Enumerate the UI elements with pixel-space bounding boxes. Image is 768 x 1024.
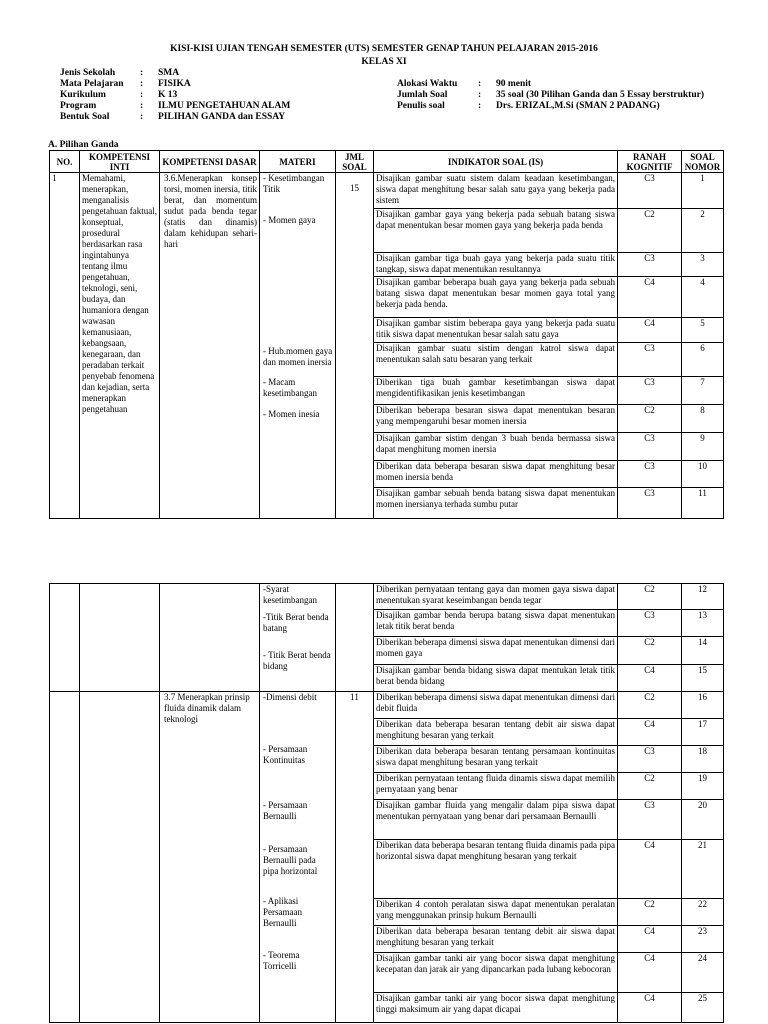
materi-item: - Titik Berat benda bidang <box>263 650 331 671</box>
table-row <box>50 584 724 610</box>
cell-nomor: 1 <box>682 173 724 209</box>
cell-indikator: Diberikan tiga buah gambar kesetimbangan siswa dapat mengidentifikasikan jenis kesetimbangan <box>374 376 618 405</box>
materi-item: - Persamaan Bernaulli <box>263 800 308 821</box>
cell-nomor: 12 <box>682 584 724 610</box>
cell-ranah: C2 <box>618 637 682 664</box>
col-ki: KOMPETENSI INTI <box>80 151 160 173</box>
cell-ranah: C4 <box>618 277 682 318</box>
document-title: KISI-KISI UJIAN TENGAH SEMESTER (UTS) SEMESTER GENAP TAHUN PELAJARAN 2015-2016 <box>170 44 598 54</box>
cell-ranah: C3 <box>618 252 682 277</box>
meta-row: Program : ILMU PENGETAHUAN ALAM <box>60 101 291 111</box>
cell-nomor: 20 <box>682 800 724 840</box>
col-kd: KOMPETENSI DASAR <box>160 151 260 173</box>
materi-item: - Momen inesia <box>263 409 320 419</box>
cell-nomor: 2 <box>682 208 724 252</box>
col-no: NO. <box>50 151 80 173</box>
cell-indikator: Diberikan data beberapa besaran tentang debit air siswa dapat menghitung besaran yang terkait <box>374 925 618 952</box>
materi-item: - Aplikasi Persamaan Bernaulli <box>263 896 302 928</box>
table-row <box>50 173 724 209</box>
cell-no: 1 <box>50 173 80 519</box>
document-subtitle: KELAS XI <box>361 57 407 67</box>
cell-indikator: Diberikan data beberapa besaran tentang persamaan kontinuitas siswa dapat menghitung besaran yang terkait <box>374 746 618 773</box>
meta-row: Alokasi Waktu : 90 menit <box>397 79 532 89</box>
cell-kd <box>160 584 260 692</box>
materi-item: - Kesetimbangan Titik <box>263 173 325 194</box>
cell-ranah: C2 <box>618 898 682 925</box>
cell-indikator: Disajikan gambar sistim dengan 3 buah benda bermassa siswa dapat menghitung momen inersia <box>374 432 618 460</box>
col-indikator: INDIKATOR SOAL (IS) <box>374 151 618 173</box>
cell-indikator: Diberikan pernyataan tentang fluida dinamis siswa dapat memilih pernyataan yang benar <box>374 773 618 800</box>
table-header-row <box>50 151 724 173</box>
cell-nomor: 15 <box>682 664 724 691</box>
meta-row: Jenis Sekolah : SMA <box>60 68 180 78</box>
cell-indikator: Diberikan data beberapa besaran tentang fluida dinamis pada pipa horizontal siswa dapat menghitung besaran yang terkait <box>374 840 618 898</box>
cell-nomor: 7 <box>682 376 724 405</box>
cell-indikator: Diberikan beberapa dimensi siswa dapat menentukan dimensi dari momen gaya <box>374 637 618 664</box>
cell-nomor: 17 <box>682 719 724 746</box>
cell-nomor: 9 <box>682 432 724 460</box>
cell-nomor: 3 <box>682 252 724 277</box>
cell-nomor: 13 <box>682 610 724 637</box>
cell-nomor: 19 <box>682 773 724 800</box>
cell-indikator: Diberikan beberapa dimensi siswa dapat menentukan dimensi dari debit fluida <box>374 692 618 719</box>
materi-item: - Persamaan Kontinuitas <box>263 744 308 765</box>
cell-ranah: C3 <box>618 460 682 488</box>
cell-ranah: C3 <box>618 342 682 376</box>
cell-indikator: Disajikan gambar tanki air yang bocor siswa dapat menghitung kecepatan dan jarak air yang dipancarkan pada lubang kebocoran <box>374 952 618 992</box>
cell-indikator: Diberikan 4 contoh peralatan siswa dapat menentukan peralatan yang menggunakan prinsip hukum Bernaulli <box>374 898 618 925</box>
materi-item: - Hub.momen gaya dan momen inersia <box>263 346 333 367</box>
cell-nomor: 11 <box>682 488 724 519</box>
cell-ranah: C4 <box>618 664 682 691</box>
cell-ranah: C3 <box>618 800 682 840</box>
cell-ranah: C3 <box>618 746 682 773</box>
cell-indikator: Diberikan data beberapa besaran siswa dapat menghitung besar momen inersia benda <box>374 460 618 488</box>
cell-indikator: Disajikan gambar beberapa buah gaya yang bekerja pada sebuah batang siswa dapat menentukan besar momen gaya total yang bekerja pada benda. <box>374 277 618 318</box>
cell-ranah: C4 <box>618 925 682 952</box>
cell-materi <box>260 584 336 692</box>
cell-indikator: Disajikan gambar benda berupa batang siswa dapat menentukan letak titik berat benda <box>374 610 618 637</box>
cell-materi <box>260 692 336 1023</box>
materi-item: -Dimensi debit <box>263 692 317 702</box>
cell-indikator: Disajikan gambar tanki air yang bocor siswa dapat menghitung tinggi maksimum air yang dapat dicapai <box>374 992 618 1022</box>
materi-item: - Momen gaya <box>263 215 316 225</box>
cell-indikator: Diberikan beberapa besaran siswa dapat menentukan besaran yang mempengaruhi besar momen inersia <box>374 405 618 433</box>
cell-nomor: 6 <box>682 342 724 376</box>
grid-table-1 <box>49 150 724 519</box>
cell-indikator: Disajikan gambar suatu sistim dengan katrol siswa dapat menentukan salah satu besaran yang terkait <box>374 342 618 376</box>
table-row <box>50 692 724 719</box>
cell-nomor: 18 <box>682 746 724 773</box>
meta-row: Kurikulum : K 13 <box>60 90 178 100</box>
cell-indikator: Disajikan gambar sistim beberapa gaya yang bekerja pada suatu titik siswa dapat menentukan besar salah satu gaya <box>374 318 618 343</box>
cell-ranah: C4 <box>618 840 682 898</box>
cell-nomor: 14 <box>682 637 724 664</box>
cell-nomor: 22 <box>682 898 724 925</box>
cell-nomor: 21 <box>682 840 724 898</box>
cell-jml <box>336 584 374 692</box>
col-ranah: RANAH KOGNITIF <box>618 151 682 173</box>
cell-ranah: C2 <box>618 692 682 719</box>
cell-ki <box>80 692 160 1023</box>
cell-indikator: Diberikan pernyataan tentang gaya dan momen gaya siswa dapat menentukan syarat keseimbangan benda tegar <box>374 584 618 610</box>
cell-nomor: 25 <box>682 992 724 1022</box>
cell-nomor: 10 <box>682 460 724 488</box>
materi-item: - Macam kesetimbangan <box>263 377 317 398</box>
cell-indikator: Disajikan gambar gaya yang bekerja pada sebuah batang siswa dapat menentukan besar momen gaya yang bekerja pada benda <box>374 208 618 252</box>
cell-ranah: C4 <box>618 719 682 746</box>
cell-jml: 11 <box>336 692 374 1023</box>
materi-item: -Titik Berat benda batang <box>263 612 329 633</box>
cell-ranah: C2 <box>618 584 682 610</box>
meta-row: Bentuk Soal : PILIHAN GANDA dan ESSAY <box>60 112 286 122</box>
cell-nomor: 8 <box>682 405 724 433</box>
cell-indikator: Diberikan data beberapa besaran tentang debit air siswa dapat menghitung besaran yang terkait <box>374 719 618 746</box>
cell-ranah: C4 <box>618 318 682 343</box>
section-heading: A. Pilihan Ganda <box>48 140 119 150</box>
meta-row: Penulis soal : Drs. ERIZAL,M.Si (SMAN 2 PADANG) <box>397 101 660 111</box>
cell-ranah: C3 <box>618 488 682 519</box>
meta-right <box>397 79 704 112</box>
cell-nomor: 23 <box>682 925 724 952</box>
cell-nomor: 5 <box>682 318 724 343</box>
cell-kd: 3.6.Menerapkan konsep torsi, momen inersia, titik berat, dan momentum sudut pada benda tegar (statis dan dinamis) dalam kehidupan sehari-hari <box>160 173 260 519</box>
cell-ranah: C2 <box>618 208 682 252</box>
cell-indikator: Disajikan gambar suatu sistem dalam keadaan kesetimbangan, siswa dapat menghitung besar salah satu gaya yang bekerja pada sistem <box>374 173 618 209</box>
cell-no <box>50 692 80 1023</box>
cell-ranah: C3 <box>618 173 682 209</box>
grid-table-2 <box>49 583 724 1023</box>
materi-item: - Teorema Torricelli <box>263 950 300 971</box>
col-jml: JML SOAL <box>336 151 374 173</box>
cell-kd: 3.7 Menerapkan prinsip fluida dinamik dalam teknologi <box>160 692 260 1023</box>
cell-ranah: C4 <box>618 952 682 992</box>
meta-row: Mata Pelajaran : FISIKA <box>60 79 191 89</box>
cell-indikator: Disajikan gambar fluida yang mengalir dalam pipa siswa dapat menentukan pernyataan yang benar dari persamaan Bernaulli <box>374 800 618 840</box>
cell-nomor: 4 <box>682 277 724 318</box>
cell-jml: 15 <box>336 173 374 519</box>
meta-row: Jumlah Soal : 35 soal (30 Pilihan Ganda dan 5 Essay berstruktur) <box>397 90 704 100</box>
cell-nomor: 24 <box>682 952 724 992</box>
col-materi: MATERI <box>260 151 336 173</box>
cell-ranah: C4 <box>618 992 682 1022</box>
cell-ranah: C2 <box>618 405 682 433</box>
cell-ranah: C3 <box>618 432 682 460</box>
cell-indikator: Disajikan gambar sebuah benda batang siswa dapat menentukan momen inersianya terhada sumbu putar <box>374 488 618 519</box>
meta-left <box>60 68 290 123</box>
cell-ki: Memahami, menerapkan, menganalisis pengetahuan faktual, konseptual, prosedural berdasarkan rasa ingintahunya tentang ilmu pengetahuan, teknologi, seni, budaya, dan humaniora dengan wawasan kemanusiaan, kebangsaan, kenegaraan, dan peradaban terkait penyebab fenomena dan kejadian, serta menerapkan pengetahuan <box>80 173 160 519</box>
cell-ranah: C2 <box>618 773 682 800</box>
cell-materi <box>260 173 336 519</box>
materi-item: - Persamaan Bernaulli pada pipa horizontal <box>263 844 318 876</box>
cell-ki <box>80 584 160 692</box>
cell-ranah: C3 <box>618 610 682 637</box>
materi-item: -Syarat kesetimbangan <box>263 584 317 605</box>
cell-ranah: C3 <box>618 376 682 405</box>
cell-indikator: Disajikan gambar benda bidang siswa dapat mentukan letak titik berat benda bidang <box>374 664 618 691</box>
col-nomor: SOAL NOMOR <box>682 151 724 173</box>
cell-no <box>50 584 80 692</box>
cell-indikator: Disajikan gambar tiga buah gaya yang bekerja pada suatu titik tangkap, siswa dapat menentukan resultannya <box>374 252 618 277</box>
cell-nomor: 16 <box>682 692 724 719</box>
